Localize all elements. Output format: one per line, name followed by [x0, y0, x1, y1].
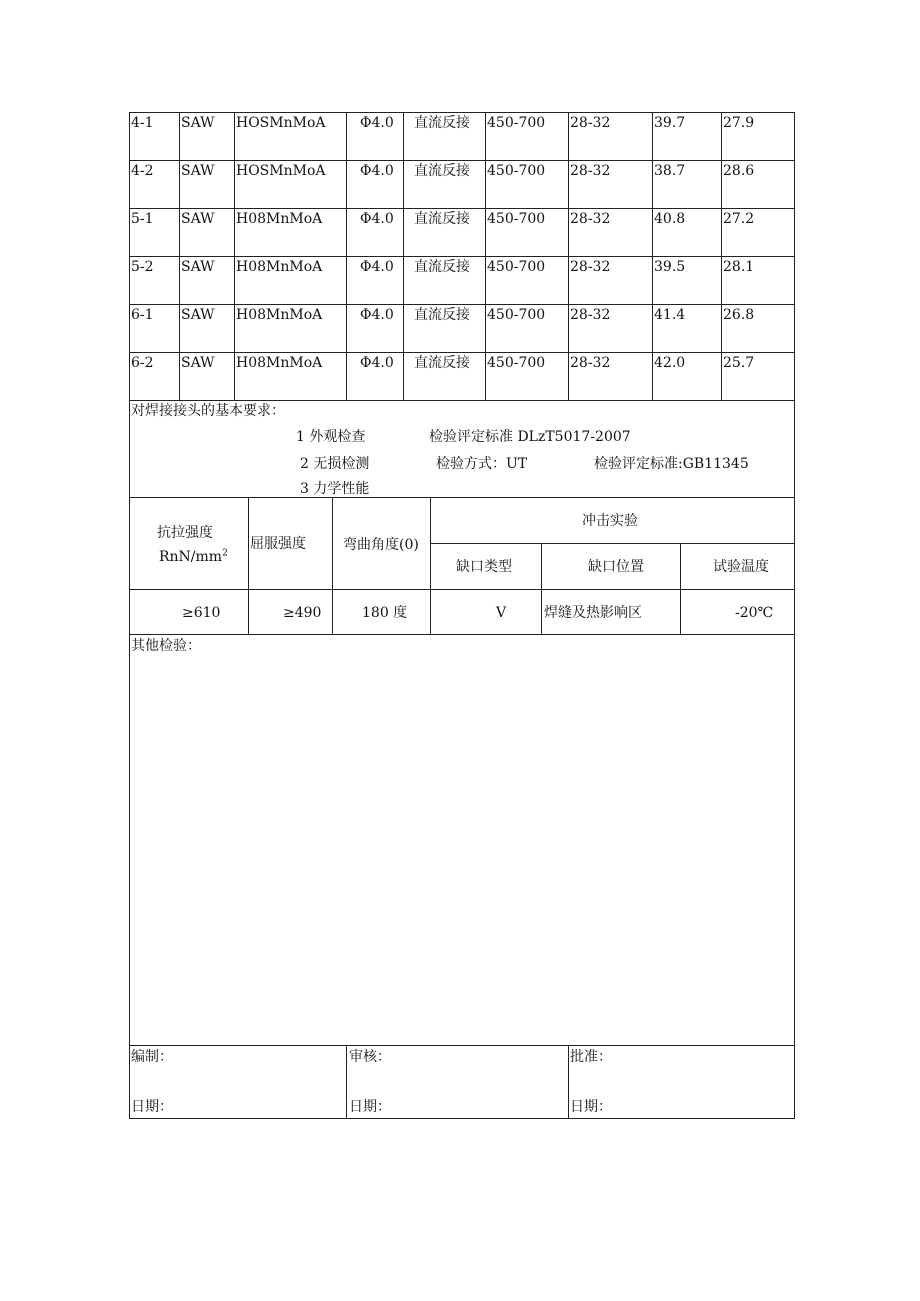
requirement-ndt-method: 检验方式：UT: [436, 456, 528, 472]
cell-current: 450-700: [487, 259, 546, 275]
cell-voltage: 28-32: [570, 211, 611, 227]
cell-wire-grade: H08MnMoA: [236, 307, 323, 323]
notch-type-value: V: [496, 605, 507, 621]
rule: [568, 112, 569, 400]
rule: [129, 1118, 795, 1119]
rule: [129, 589, 795, 590]
cell-polarity: 直流反接: [414, 259, 470, 275]
cell-voltage: 28-32: [570, 259, 611, 275]
notch-position-label: 缺口位置: [588, 559, 644, 575]
notch-position-value: 焊缝及热影响区: [544, 605, 642, 621]
requirements-title: 对焊接接头的基本要求：: [131, 403, 285, 419]
bend-angle-value: 180 度: [362, 605, 408, 621]
cell-wire-diameter: Φ4.0: [360, 355, 394, 371]
cell-current: 450-700: [487, 355, 546, 371]
cell-sample-id: 6-1: [131, 307, 154, 323]
yield-strength-label: 屈服强度: [250, 536, 306, 552]
rule: [129, 1045, 795, 1046]
cell-weld-method: SAW: [181, 307, 215, 323]
cell-value-1: 38.7: [654, 163, 686, 179]
notch-type-label: 缺口类型: [456, 559, 512, 575]
rule: [129, 208, 795, 209]
cell-wire-diameter: Φ4.0: [360, 307, 394, 323]
cell-value-2: 28.6: [723, 163, 755, 179]
cell-wire-grade: HOSMnMoA: [236, 163, 326, 179]
reviewed-date-label: 日期：: [349, 1099, 391, 1115]
cell-value-2: 28.1: [723, 259, 755, 275]
rule: [721, 112, 722, 400]
cell-wire-diameter: Φ4.0: [360, 259, 394, 275]
cell-weld-method: SAW: [181, 259, 215, 275]
requirement-mechanical: 3 力学性能: [300, 481, 370, 497]
reviewed-by-label: 审核：: [349, 1049, 391, 1065]
rule: [332, 497, 333, 634]
cell-current: 450-700: [487, 211, 546, 227]
border-left: [129, 112, 130, 1119]
rule: [129, 160, 795, 161]
rule: [541, 543, 542, 634]
cell-weld-method: SAW: [181, 211, 215, 227]
cell-wire-diameter: Φ4.0: [360, 163, 394, 179]
cell-sample-id: 5-1: [131, 211, 154, 227]
cell-value-1: 42.0: [654, 355, 686, 371]
cell-current: 450-700: [487, 163, 546, 179]
prepared-date-label: 日期：: [131, 1099, 173, 1115]
cell-current: 450-700: [487, 115, 546, 131]
test-temperature-label: 试验温度: [713, 559, 769, 575]
cell-value-1: 39.7: [654, 115, 686, 131]
tensile-strength-label: 抗拉强度: [157, 525, 213, 541]
requirement-visual-inspection: 1 外观检查: [296, 429, 366, 445]
impact-test-label: 冲击实验: [582, 513, 638, 529]
rule: [129, 634, 795, 635]
cell-wire-diameter: Φ4.0: [360, 115, 394, 131]
prepared-by-label: 编制：: [131, 1049, 173, 1065]
cell-wire-grade: HOSMnMoA: [236, 115, 326, 131]
cell-voltage: 28-32: [570, 355, 611, 371]
cell-wire-grade: H08MnMoA: [236, 211, 323, 227]
border-right: [794, 112, 795, 1119]
cell-wire-diameter: Φ4.0: [360, 211, 394, 227]
cell-polarity: 直流反接: [414, 163, 470, 179]
tensile-strength-value: ≥610: [182, 605, 221, 621]
rule: [179, 112, 180, 400]
cell-polarity: 直流反接: [414, 115, 470, 131]
rule: [129, 304, 795, 305]
cell-value-1: 40.8: [654, 211, 686, 227]
cell-polarity: 直流反接: [414, 307, 470, 323]
requirement-ndt-standard: 检验评定标准:GB11345: [594, 456, 749, 472]
approved-by-label: 批准：: [570, 1049, 612, 1065]
tensile-strength-unit: RnN/$mm^2$: [159, 548, 228, 565]
bend-angle-label: 弯曲角度(0): [343, 537, 419, 553]
other-inspection-label: 其他检验：: [131, 638, 201, 654]
approved-date-label: 日期：: [570, 1099, 612, 1115]
rule: [129, 352, 795, 353]
cell-value-2: 26.8: [723, 307, 755, 323]
cell-value-2: 27.2: [723, 211, 755, 227]
cell-wire-grade: H08MnMoA: [236, 259, 323, 275]
requirement-ndt: 2 无损检测: [300, 456, 370, 472]
cell-sample-id: 6-2: [131, 355, 154, 371]
yield-strength-value: ≥490: [283, 605, 322, 621]
cell-value-2: 27.9: [723, 115, 755, 131]
cell-voltage: 28-32: [570, 163, 611, 179]
cell-voltage: 28-32: [570, 307, 611, 323]
rule: [568, 1045, 569, 1118]
cell-weld-method: SAW: [181, 115, 215, 131]
cell-value-1: 41.4: [654, 307, 686, 323]
cell-weld-method: SAW: [181, 355, 215, 371]
cell-value-2: 25.7: [723, 355, 755, 371]
rule: [403, 112, 404, 400]
rule: [234, 112, 235, 400]
test-temperature-value: -20℃: [735, 605, 774, 621]
cell-value-1: 39.5: [654, 259, 686, 275]
rule: [485, 112, 486, 400]
rule: [430, 543, 795, 544]
cell-polarity: 直流反接: [414, 355, 470, 371]
cell-sample-id: 5-2: [131, 259, 154, 275]
rule: [652, 112, 653, 400]
rule: [129, 112, 795, 113]
rule: [430, 497, 431, 634]
rule: [346, 1045, 347, 1118]
rule: [129, 256, 795, 257]
rule: [680, 543, 681, 634]
rule: [248, 497, 249, 634]
rule: [129, 400, 795, 401]
cell-polarity: 直流反接: [414, 211, 470, 227]
cell-sample-id: 4-2: [131, 163, 154, 179]
cell-current: 450-700: [487, 307, 546, 323]
cell-wire-grade: H08MnMoA: [236, 355, 323, 371]
requirement-visual-standard: 检验评定标准 DLzT5017-2007: [429, 429, 631, 445]
cell-sample-id: 4-1: [131, 115, 154, 131]
cell-voltage: 28-32: [570, 115, 611, 131]
rule: [346, 112, 347, 400]
cell-weld-method: SAW: [181, 163, 215, 179]
rule: [129, 497, 795, 498]
